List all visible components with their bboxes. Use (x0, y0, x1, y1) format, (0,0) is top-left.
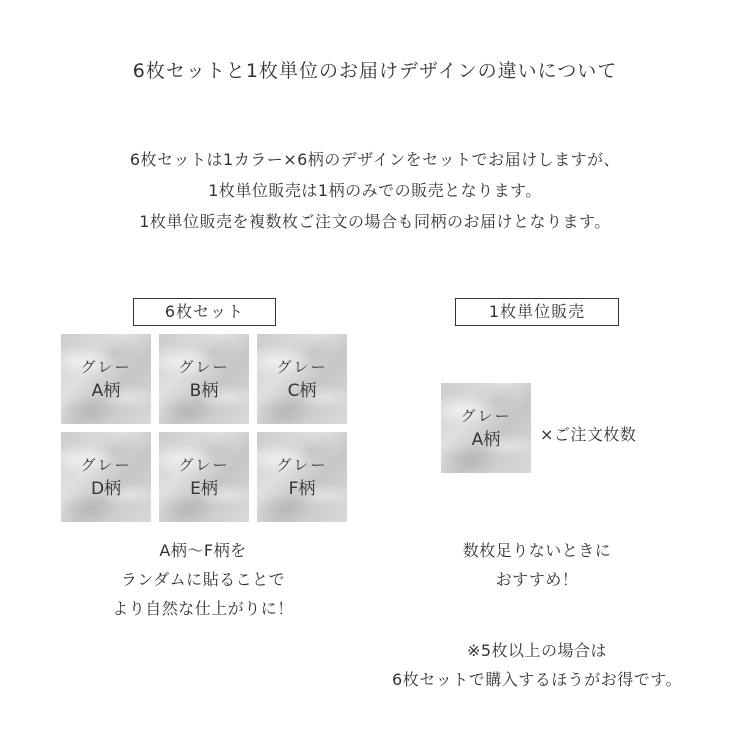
tile-set-a (61, 334, 151, 424)
tile-pattern-label: F柄 (288, 479, 316, 499)
tile-set-e (159, 432, 249, 522)
page-title: 6枚セットと1枚単位のお届けデザインの違いについて (132, 60, 618, 82)
intro-line: 6枚セットは1カラー×6柄のデザインをセットでお届けしますが、 (129, 150, 621, 169)
single-note (362, 636, 712, 694)
caption-line: より自然な仕上がりに！ (112, 599, 294, 618)
tile-color-label: グレー (178, 358, 230, 376)
tile-pattern-label: A柄 (91, 381, 121, 401)
caption-line: おすすめ！ (495, 570, 579, 589)
single-caption (417, 536, 657, 594)
tile-set-b (159, 334, 249, 424)
intro-line: 1枚単位販売を複数枚ご注文の場合も同柄のお届けとなります。 (139, 212, 611, 231)
intro-line: 1枚単位販売は1柄のみでの販売となります。 (208, 181, 542, 200)
tile-pattern-label: A柄 (471, 430, 501, 450)
tile-color-label: グレー (276, 456, 328, 474)
tile-color-label: グレー (178, 456, 230, 474)
intro-text (0, 144, 750, 237)
tile-single-a (441, 383, 531, 473)
set-label-box: 6枚セット (133, 298, 276, 326)
tile-pattern-label: C柄 (287, 381, 317, 401)
note-line: 6枚セットで購入するほうがお得です。 (392, 670, 682, 689)
tile-color-label: グレー (460, 407, 512, 425)
single-label-box: 1枚単位販売 (455, 298, 619, 326)
set-caption (83, 536, 323, 623)
tile-set-f (257, 432, 347, 522)
tile-pattern-label: E柄 (190, 479, 218, 499)
times-quantity-text: ×ご注文枚数 (540, 425, 637, 444)
caption-line: 数枚足りないときに (462, 541, 612, 560)
caption-line: ランダムに貼ることで (120, 570, 286, 589)
tile-set-c (257, 334, 347, 424)
tile-color-label: グレー (276, 358, 328, 376)
tile-pattern-label: D柄 (90, 479, 122, 499)
note-line: ※5枚以上の場合は (466, 641, 608, 660)
tile-set-d (61, 432, 151, 522)
tile-color-label: グレー (80, 456, 132, 474)
caption-line: A柄〜F柄を (159, 541, 247, 560)
tile-color-label: グレー (80, 358, 132, 376)
tile-pattern-label: B柄 (189, 381, 219, 401)
